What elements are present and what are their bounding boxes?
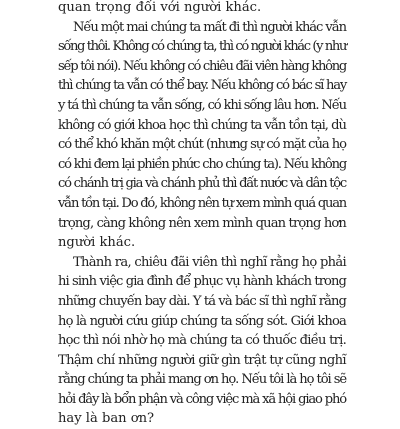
text-line: những chuyến bay dài. Y tá và bác sĩ thì nghĩ rằng: [58, 293, 346, 309]
text-line: họ là người cứu giúp chúng ta sống sót. Giới khoa: [58, 313, 347, 329]
text-line: Nếu một mai chúng ta mất đi thì người khác vẫn: [73, 19, 347, 35]
text-line: người khác.: [58, 235, 136, 251]
text-line: sếp tôi nói). Nếu không có chiêu đãi viên hàng không: [58, 58, 347, 74]
text-line: hi sinh việc gia đình để phục vụ hành khách trong: [58, 274, 347, 290]
text-line: có khi đem lại phiền phức cho chúng ta). Nếu không: [58, 156, 347, 172]
text-line: trọng, càng không nên xem mình quan trọng hơn: [58, 215, 347, 231]
text-line: không có giới khoa học thì chúng ta vẫn tồn tại, dù: [58, 117, 346, 133]
text-line: thì chúng ta vẫn có thể bay. Nếu không có bác sĩ hay: [58, 78, 347, 94]
text-line: hay là ban ơn?: [58, 411, 155, 427]
text-line: sống thôi. Không có chúng ta, thì có người khác (y như: [58, 39, 346, 55]
text-line: Thậm chí những người giữ gìn trật tự cũng nghĩ: [58, 352, 346, 368]
text-line: vẫn tồn tại. Do đó, không nên tự xem mình quá quan: [58, 195, 346, 211]
text-line: Thành ra, chiêu đãi viên thì nghĩ rằng họ phải: [73, 254, 346, 270]
text-line: học thì nói nhờ họ mà chúng ta có thuốc điều trị.: [58, 333, 347, 349]
text-line: có chánh trị gia và chánh phủ thì đất nước và dân tộc: [58, 176, 346, 192]
text-line: quan trọng đối với người khác.: [58, 0, 262, 15]
text-line: hỏi đây là bổn phận và công việc mà xã hội giao phó: [58, 391, 346, 407]
text-line: y tá thì chúng ta vẫn sống, có khi sống lâu hơn. Nếu: [58, 97, 346, 113]
text-line: rằng chúng ta phải mang ơn họ. Nếu tôi là họ tôi sẽ: [58, 372, 347, 388]
text-line: có thể khó khăn một chút (nhưng sự có mặt của họ: [58, 137, 347, 153]
body-text: [58, 0, 346, 429]
